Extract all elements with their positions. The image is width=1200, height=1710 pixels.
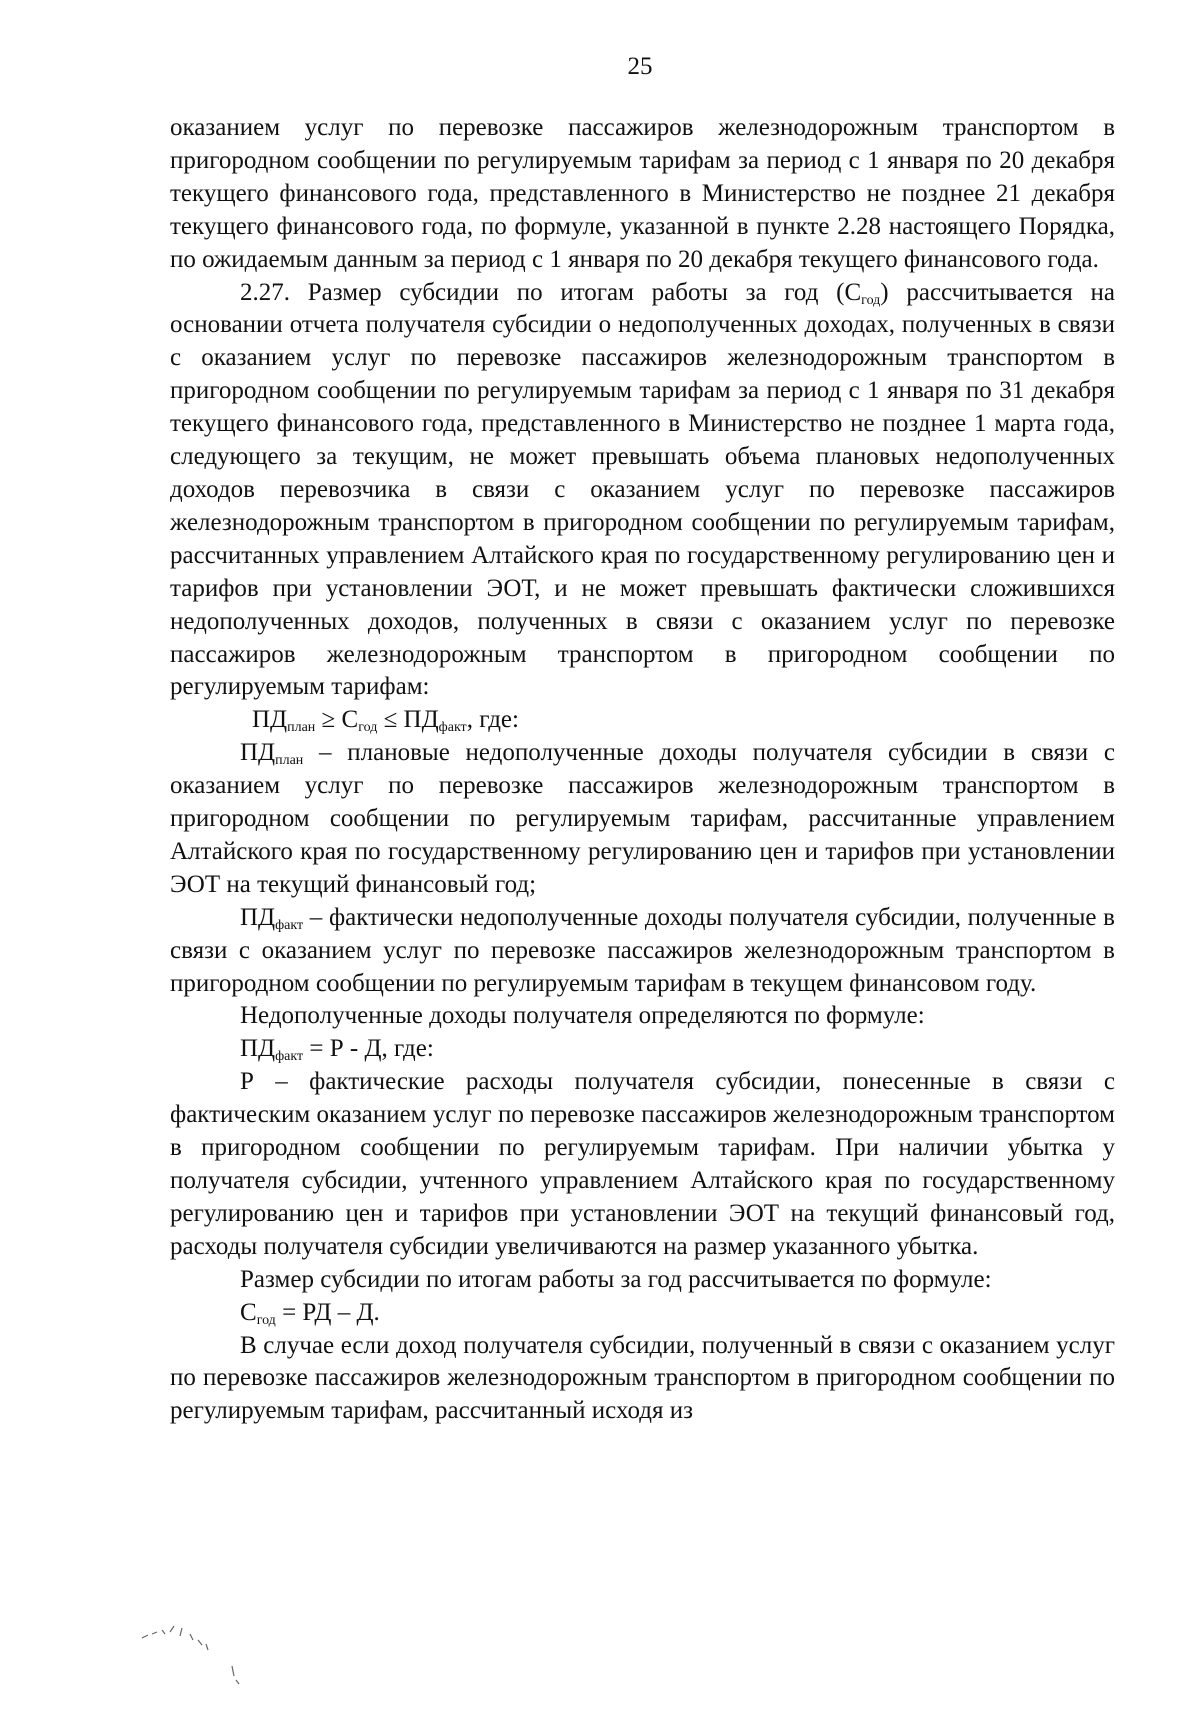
document-body (170, 112, 1115, 1428)
formula-pd-fact: $ПД_{факт} = Р - Д$, где: (240, 1035, 434, 1065)
paragraph-final: В случае если доход получателя субсидии, полученный в связи с оказанием услуг по перевозке пассажиров железнодорожным транспортом в пригородном сообщении по регулируемым тарифам, рассчитанный исходя из (170, 1331, 1115, 1425)
formula-c-god: $С_{год}$ = РД – Д. (240, 1298, 380, 1328)
definition-pd-plan: $ПД_{план}$ – плановые недополученные доходы получателя субсидии в связи с оказанием услуг по перевозке пассажиров железнодорожным транспортом в пригородном сообщении по регулируемым тарифам, рассчитанные управлением Алтайского края по государственному регулированию цен и тарифов при установлении ЭОТ на текущий финансовый год; (170, 739, 1115, 898)
scan-artifact (140, 1610, 290, 1690)
paragraph-subsidy-formula-intro: Размер субсидии по итогам работы за год рассчитывается по формуле: (240, 1265, 992, 1293)
paragraph-2-27: 2.27. Размер субсидии по итогам работы за год $(С_{год})$ рассчитывается на основании отчета получателя субсидии о недополученных доходах, полученных в связи с оказанием услуг по перевозке пассажиров железнодорожным транспортом в пригородном сообщении по регулируемым тарифам за период с 1 января по 31 декабря текущего финансового года, представленного в Министерство не позднее 1 марта года, следующего за текущим, не может превышать объема плановых недополученных доходов перевозчика в связи с оказанием услуг по перевозке пассажиров железнодорожным транспортом в пригородном сообщении по регулируемым тарифам, рассчитанных управлением Алтайского края по государственному регулированию цен и тарифов при установлении ЭОТ, и не может превышать фактически сложившихся недополученных доходов, полученных в связи с оказанием услуг по перевозке пассажиров железнодорожным транспортом в пригородном сообщении по регулируемым тарифам: (170, 278, 1115, 701)
page-number: 25 (627, 53, 653, 80)
paragraph-continuation: оказанием услуг по перевозке пассажиров железнодорожным транспортом в пригородном сообщении по регулируемым тарифам за период с 1 января по 20 декабря текущего финансового года, представленного в Министерство не позднее 21 декабря текущего финансового года, по формуле, указанной в пункте 2.28 настоящего Порядка, по ожидаемым данным за период с 1 января по 20 декабря текущего финансового года. (170, 114, 1115, 273)
formula-inequality: $ПД_{план} \ge С_{год} \le ПД_{факт}$, где: (252, 706, 519, 736)
definition-pd-fact: $ПД_{факт}$ – фактически недополученные доходы получателя субсидии, полученные в связи с оказанием услуг по перевозке пассажиров железнодорожным транспортом в пригородном сообщении по регулируемым тарифам в текущем финансовом году. (170, 903, 1115, 997)
paragraph-formula-intro: Недополученные доходы получателя определяются по формуле: (240, 1002, 925, 1030)
definition-expenses: Р – фактические расходы получателя субсидии, понесенные в связи с фактическим оказанием услуг по перевозке пассажиров железнодорожным транспортом в пригородном сообщении по регулируемым тарифам. При наличии убытка у получателя субсидии, учтенного управлением Алтайского края по государственному регулированию цен и тарифов при установлении ЭОТ на текущий финансовый год, расходы получателя субсидии увеличиваются на размер указанного убытка. (170, 1068, 1115, 1260)
